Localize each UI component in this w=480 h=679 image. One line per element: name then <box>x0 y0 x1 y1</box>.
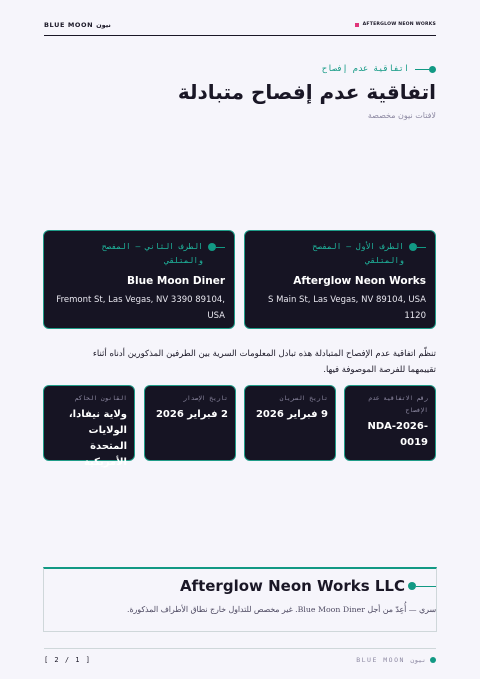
fact-value: ولاية نيفادا، الولايات المتحدة الأمريكية <box>68 409 127 468</box>
dot-line-icon <box>415 66 436 73</box>
panel-title: Afterglow Neon Works LLC <box>179 577 405 595</box>
panel-text: سري — أُعِدّ من أجل Blue Moon Diner. غير مخصص للتداول خارج نطاق الأطراف المذكورة. <box>126 605 436 614</box>
dot-line-icon <box>408 582 436 590</box>
party-card-first <box>244 230 436 329</box>
fact-label: تاريخ الإصدار <box>183 395 228 402</box>
fact-card-effective-date <box>244 385 336 461</box>
page-number: [ 2 / 1 ] <box>44 655 91 664</box>
fact-label: رقم الاتفاقية عدم الإفصاح <box>368 395 428 414</box>
fact-value: NDA-2026-0019 <box>367 421 428 448</box>
party-label-row <box>254 240 426 268</box>
company-panel <box>43 567 437 632</box>
party-name: Afterglow Neon Works <box>293 275 426 287</box>
fact-card-issue-date <box>144 385 236 461</box>
page-title: اتفاقية عدم إفصاح متبادلة <box>177 80 436 104</box>
fact-value: 2 فبراير 2026 <box>155 409 228 420</box>
party-address: S Main St, Las Vegas, NV 89104, USA 1120 <box>267 295 426 321</box>
header-badge-label: AFTERGLOW NEON WORKS <box>362 22 436 27</box>
header-brand: BLUE MOON نيون <box>44 20 111 29</box>
fact-label: القانون الحاكم <box>74 395 127 402</box>
party-address: Fremont St, Las Vegas, NV 3390 89104, USA <box>56 295 225 321</box>
fact-value: 9 فبراير 2026 <box>255 409 328 420</box>
party-label-row <box>53 240 225 268</box>
party-label: الطرف الثاني — المفصح والمتلقي <box>101 242 203 265</box>
party-label: الطرف الأول — المفصح والمتلقي <box>312 242 404 265</box>
intro-paragraph: تنظّم اتفاقية عدم الإفصاح المتبادلة هذه تبادل المعلومات السرية بين الطرفين المذكورين أدناه أثناء تقييمهما للفرصة الموصوفة فيها. <box>92 349 436 375</box>
header-badge <box>355 22 436 27</box>
panel-title-row <box>180 577 436 595</box>
page-header <box>44 14 436 36</box>
kicker-label: اتفاقية عدم إفصاح <box>322 64 409 74</box>
footer-brand: BLUE MOON نيون <box>356 655 426 664</box>
fact-card-agreement-number <box>344 385 436 461</box>
square-bullet-icon <box>355 23 359 27</box>
dot-line-icon <box>208 243 225 251</box>
dot-icon <box>430 657 436 663</box>
page-subtitle: لافتات نيون مخصصة <box>367 111 436 120</box>
page-footer <box>44 648 436 670</box>
party-card-second <box>43 230 235 329</box>
party-name: Blue Moon Diner <box>127 275 225 287</box>
fact-card-governing-law <box>43 385 135 468</box>
dot-line-icon <box>409 243 426 251</box>
kicker-row <box>322 64 436 74</box>
footer-brand-group <box>356 656 436 664</box>
fact-label: تاريخ السريان <box>279 395 328 402</box>
